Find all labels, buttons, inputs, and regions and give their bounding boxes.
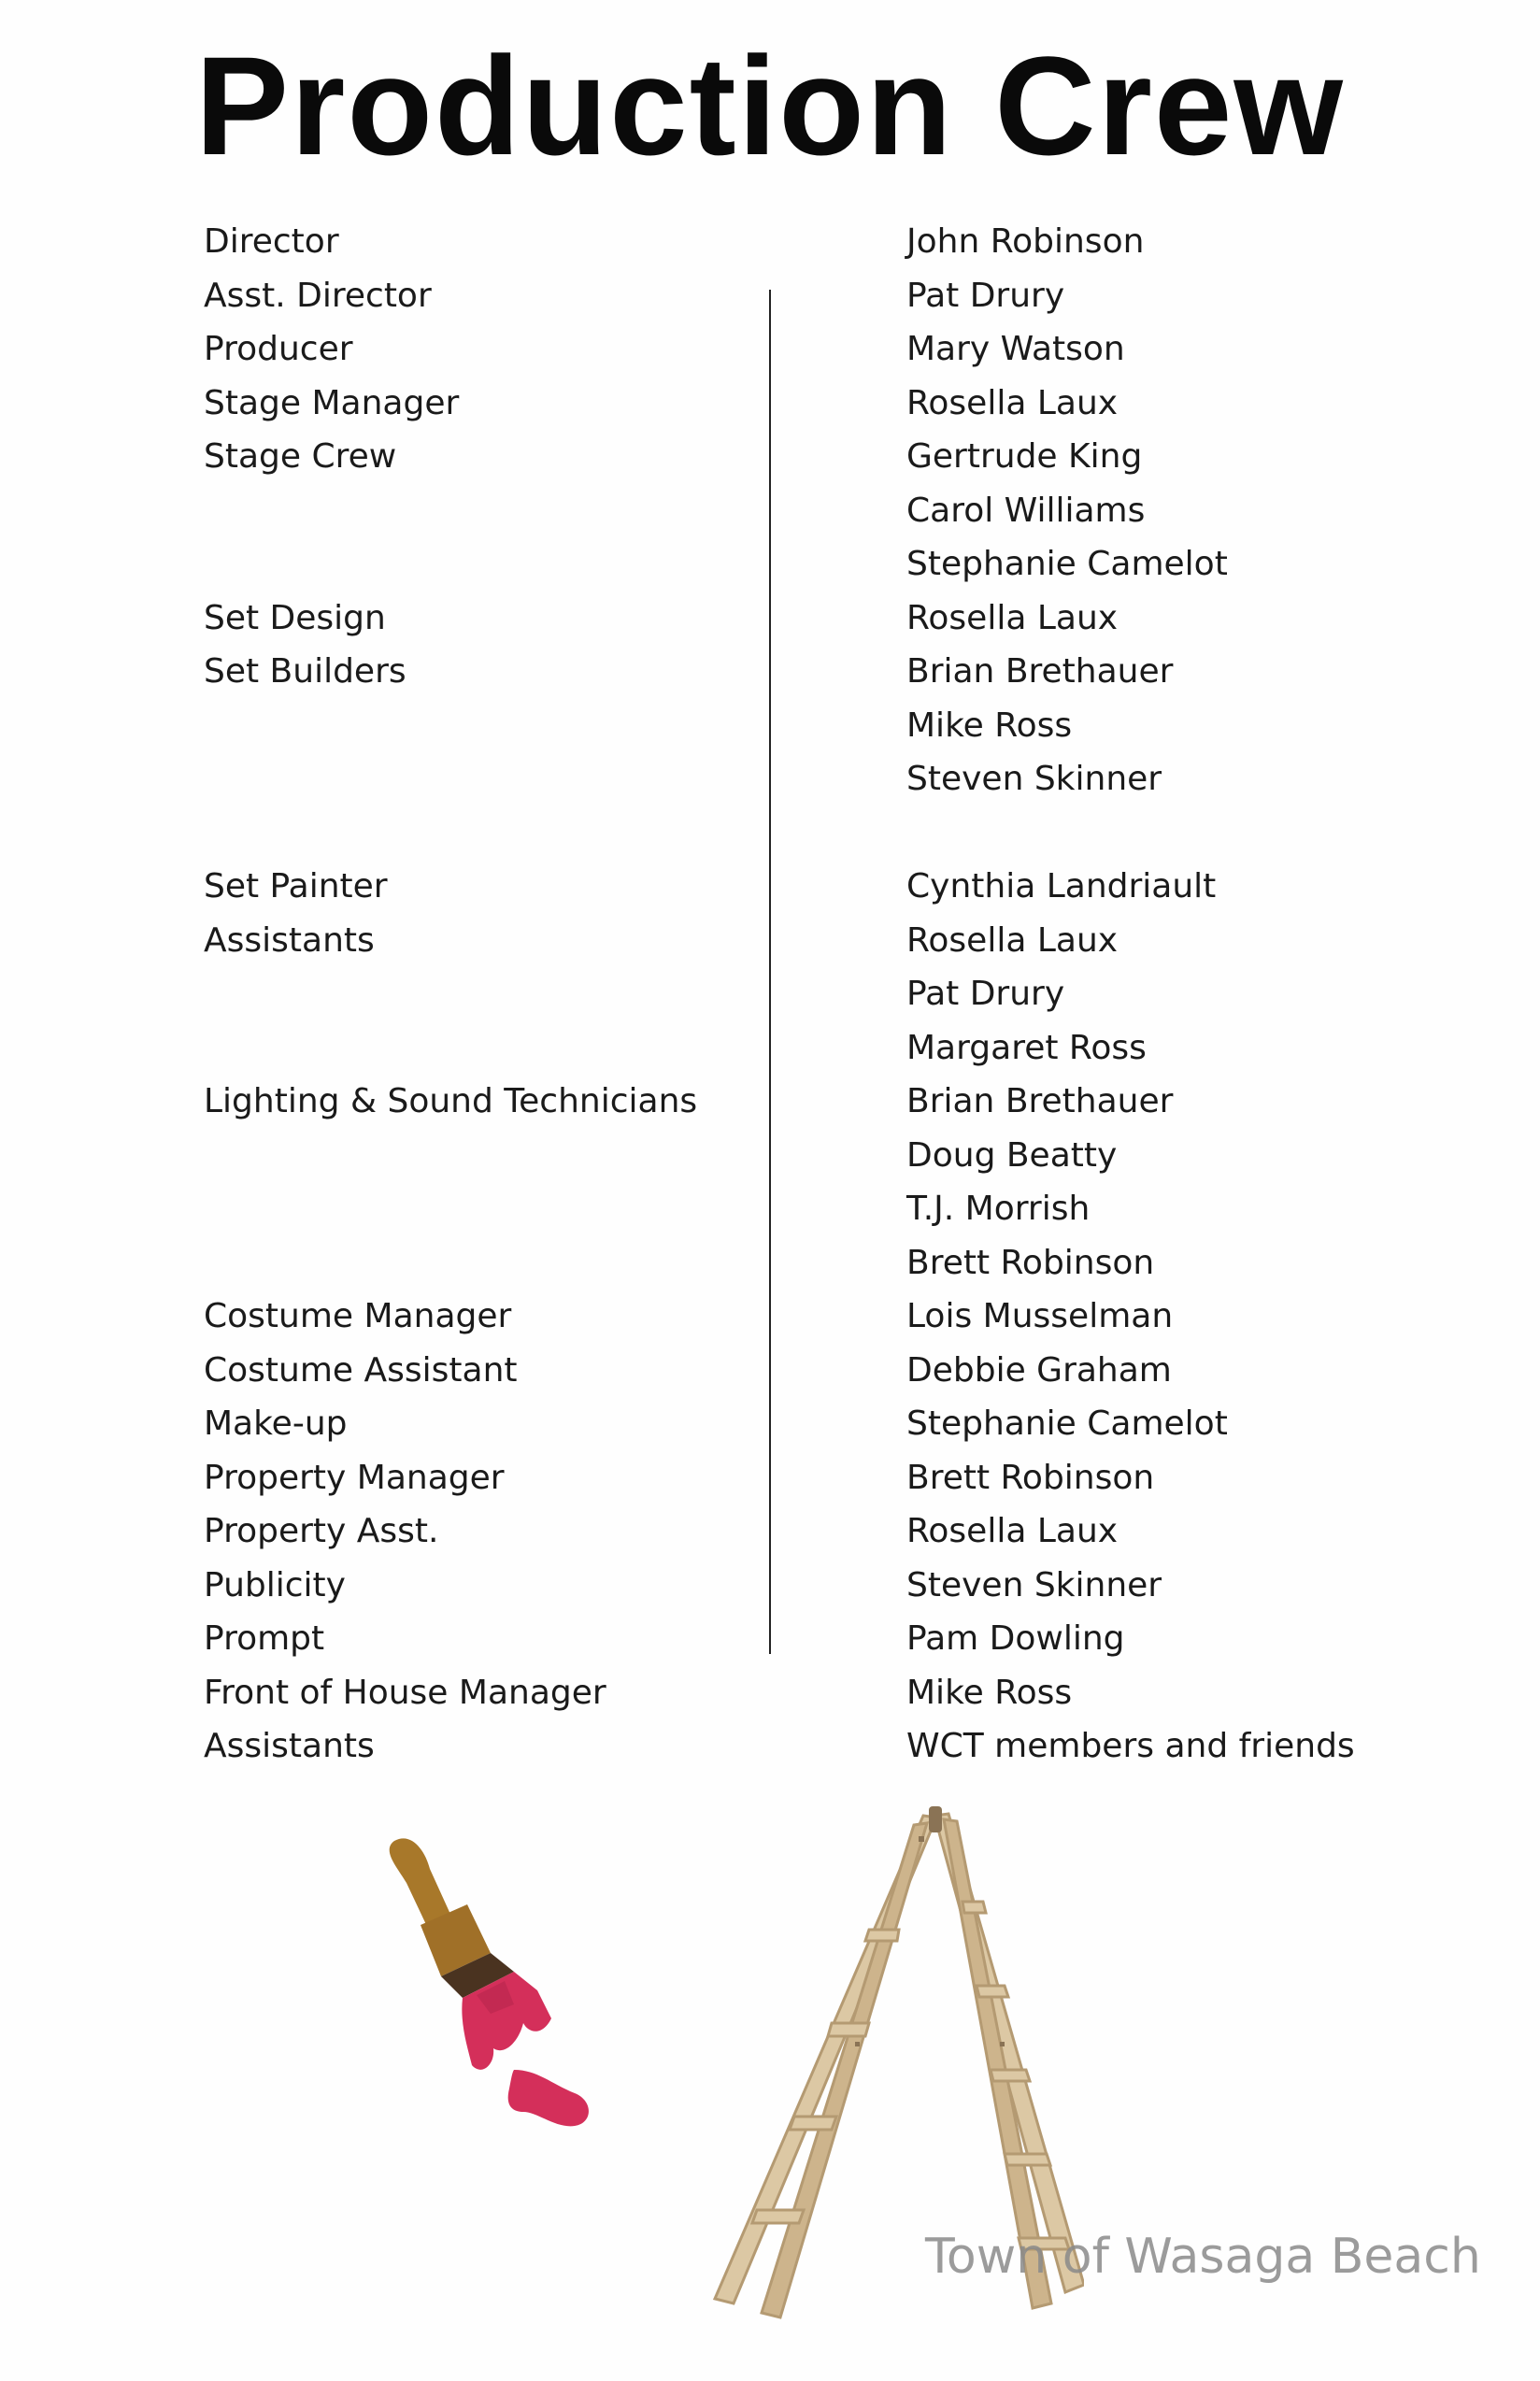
crew-role	[204, 537, 697, 592]
crew-role: Prompt	[204, 1619, 325, 1658]
crew-member: Cynthia Landriault	[906, 867, 1217, 905]
crew-role	[204, 1236, 697, 1290]
crew-role: Asst. Director	[204, 276, 432, 315]
crew-member: Doug Beatty	[906, 1135, 1118, 1175]
crew-member: Rosella Laux	[906, 383, 1119, 422]
roles-column	[204, 215, 697, 1774]
crew-member: Stephanie Camelot	[906, 1404, 1228, 1443]
crew-role: Front of House Manager	[204, 1673, 606, 1712]
crew-member: Lois Musselman	[906, 1297, 1174, 1335]
crew-role: Stage Crew	[204, 437, 397, 476]
crew-member: Brett Robinson	[906, 1243, 1155, 1282]
crew-member: Steven Skinner	[906, 1565, 1162, 1604]
crew-role	[204, 1182, 697, 1236]
crew-member: Rosella Laux	[906, 920, 1119, 960]
crew-role	[204, 1021, 697, 1076]
crew-member: Rosella Laux	[906, 1512, 1119, 1550]
crew-role	[204, 806, 697, 861]
crew-role	[204, 752, 697, 806]
crew-member: Carol Williams	[906, 491, 1146, 530]
crew-member: Pat Drury	[906, 276, 1065, 315]
crew-role	[204, 1129, 697, 1183]
crew-member: Stephanie Camelot	[906, 545, 1228, 583]
crew-role: Costume Manager	[204, 1297, 512, 1335]
crew-member: Pam Dowling	[906, 1619, 1125, 1658]
crew-member: Rosella Laux	[906, 598, 1119, 637]
column-divider	[769, 290, 771, 1654]
crew-member: Mike Ross	[906, 1673, 1073, 1712]
crew-member	[906, 806, 1355, 861]
crew-role: Publicity	[204, 1565, 346, 1604]
crew-role: Stage Manager	[204, 383, 460, 422]
crew-role	[204, 484, 697, 538]
crew-member: Steven Skinner	[906, 760, 1162, 798]
crew-role: Set Painter	[204, 867, 388, 905]
crew-member: John Robinson	[906, 222, 1145, 261]
crew-role: Property Manager	[204, 1458, 505, 1497]
crew-member: WCT members and friends	[906, 1727, 1355, 1765]
crew-role	[204, 699, 697, 753]
names-column	[906, 215, 1355, 1774]
crew-role: Costume Assistant	[204, 1350, 518, 1390]
crew-member: Debbie Graham	[906, 1350, 1172, 1390]
crew-member: Brian Brethauer	[906, 652, 1174, 691]
crew-role: Assistants	[204, 1727, 375, 1765]
crew-role: Set Design	[204, 598, 386, 637]
crew-role: Assistants	[204, 920, 375, 960]
crew-role: Producer	[204, 330, 353, 368]
crew-member: Gertrude King	[906, 437, 1143, 476]
crew-member: Pat Drury	[906, 975, 1065, 1013]
crew-member: Brian Brethauer	[906, 1082, 1174, 1120]
crew-member: Mike Ross	[906, 706, 1073, 745]
crew-member: Brett Robinson	[906, 1458, 1155, 1497]
page-title: Production Crew	[194, 27, 1346, 184]
crew-role: Set Builders	[204, 652, 406, 691]
crew-member: T.J. Morrish	[906, 1190, 1091, 1228]
crew-role: Property Asst.	[204, 1512, 439, 1550]
paintbrush-icon	[374, 1832, 617, 2140]
crew-role	[204, 967, 697, 1021]
town-watermark: Town of Wasaga Beach	[925, 2229, 1481, 2285]
crew-role: Lighting & Sound Technicians	[204, 1082, 698, 1120]
crew-member: Margaret Ross	[906, 1028, 1147, 1067]
crew-role: Director	[204, 222, 339, 261]
crew-member: Mary Watson	[906, 330, 1125, 368]
crew-role: Make-up	[204, 1404, 348, 1443]
